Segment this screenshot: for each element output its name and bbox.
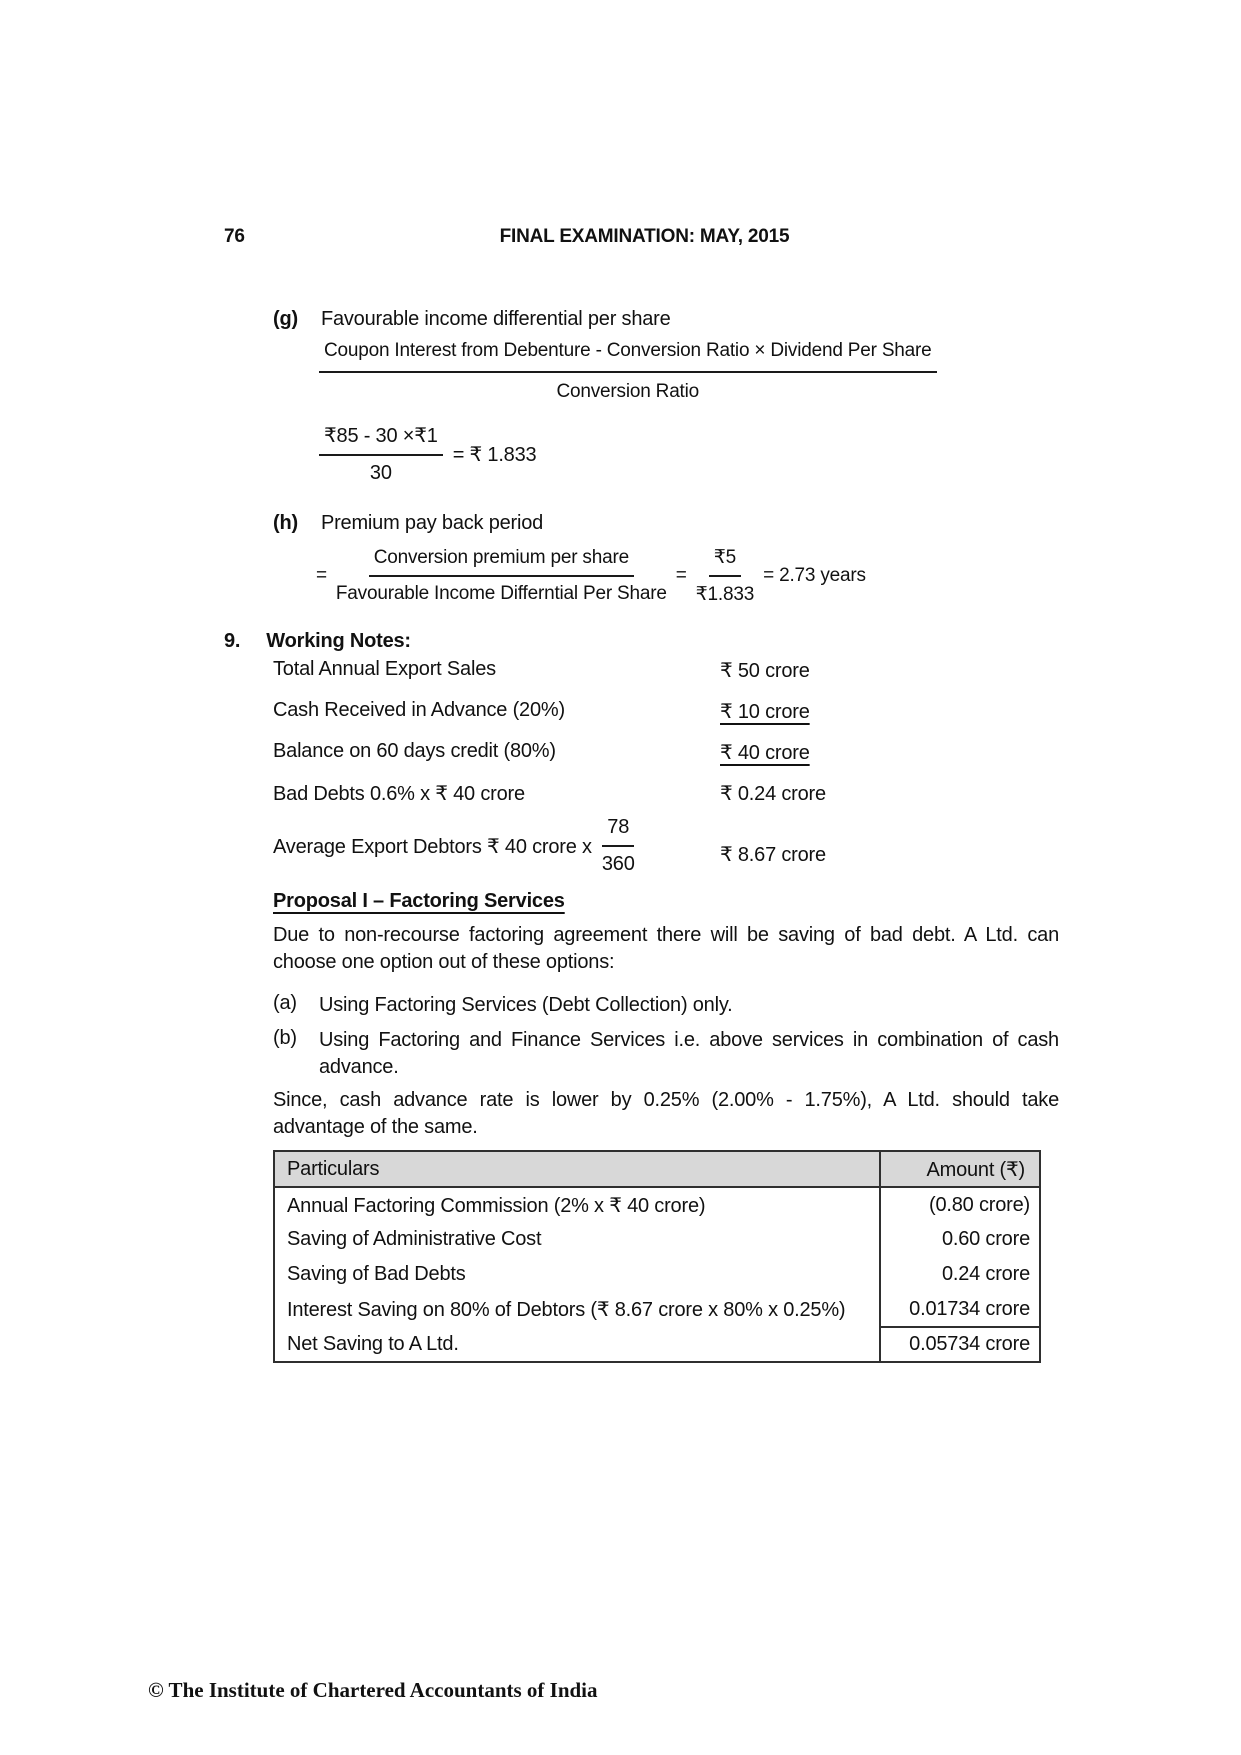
days-fraction <box>602 816 635 876</box>
formula-fraction <box>319 340 937 403</box>
average-export-debtors-label: Average Export Debtors ₹ 40 crore x <box>273 835 592 858</box>
item-h <box>273 512 543 535</box>
item-h-formula <box>316 546 866 606</box>
table-row-net-saving <box>274 1327 1040 1362</box>
column-header-amount: Amount (₹) <box>880 1151 1040 1187</box>
paragraph-line: Since, cash advance rate is lower by 0.25% (2.00% - 1.75%), A Ltd. should take <box>273 1089 1059 1111</box>
table-row <box>274 1292 1040 1327</box>
proposal-heading: Proposal I – Factoring Services <box>273 890 565 912</box>
item-g-title: Favourable income differential per share <box>320 308 671 330</box>
value-fraction-numerator: ₹5 <box>709 546 741 577</box>
savings-table-grid <box>273 1150 1041 1363</box>
amount-cell: 0.01734 crore <box>880 1292 1040 1327</box>
option-b-label: (b) <box>273 1027 297 1049</box>
copyright-footer: © The Institute of Chartered Accountants of India <box>148 1678 598 1702</box>
particulars-cell: Annual Factoring Commission (2% x ₹ 40 crore) <box>287 1194 706 1217</box>
amount-cell: 0.60 crore <box>880 1222 1040 1257</box>
proposal-paragraph-1 <box>273 922 1059 976</box>
paragraph-line: Using Factoring and Finance Services i.e. above services in combination of cash <box>319 1029 1059 1051</box>
formula-denominator: Conversion Ratio <box>556 381 700 402</box>
option-a-label: (a) <box>273 992 297 1014</box>
particulars-cell: Saving of Bad Debts <box>287 1263 466 1285</box>
table-row <box>274 1187 1040 1222</box>
formula-numerator: Coupon Interest from Debenture - Conversion Ratio × Dividend Per Share <box>319 340 937 373</box>
premium-fraction-numerator: Conversion premium per share <box>369 547 634 577</box>
note-row-value: ₹ 10 crore <box>720 701 810 723</box>
amount-cell: (0.80 crore) <box>880 1187 1040 1222</box>
value-fraction-denominator: ₹1.833 <box>695 584 755 605</box>
column-header-particulars: Particulars <box>274 1151 880 1187</box>
item-h-title: Premium pay back period <box>320 512 544 534</box>
paragraph-line: choose one option out of these options: <box>273 951 615 973</box>
particulars-cell: Net Saving to A Ltd. <box>287 1332 459 1355</box>
page-number: 76 <box>224 226 245 247</box>
premium-payback-result: = 2.73 years <box>763 565 866 586</box>
item-g-formula <box>319 340 937 403</box>
amount-cell: 0.05734 crore <box>880 1327 1040 1362</box>
particulars-cell: Interest Saving on 80% of Debtors (₹ 8.67 crore x 80% x 0.25%) <box>287 1299 846 1321</box>
calc-fraction <box>319 423 443 485</box>
savings-table <box>273 1150 1041 1363</box>
amount-cell: 0.24 crore <box>880 1257 1040 1292</box>
premium-fraction-denominator: Favourable Income Differntial Per Share <box>335 583 667 604</box>
proposal-paragraph-2 <box>273 1087 1059 1141</box>
option-a-text: Using Factoring Services (Debt Collection) only. <box>319 994 733 1016</box>
average-export-debtors-row <box>273 816 635 876</box>
paragraph-line: advance. <box>319 1056 399 1078</box>
option-b <box>273 1027 1059 1078</box>
working-notes-number: 9. <box>224 630 241 652</box>
working-notes-heading <box>224 630 411 653</box>
days-fraction-numerator: 78 <box>602 816 634 847</box>
option-a <box>273 992 733 1016</box>
working-notes-title: Working Notes: <box>266 630 411 652</box>
average-export-debtors-value: ₹ 8.67 crore <box>720 844 826 866</box>
calc-numerator: ₹85 - 30 ×₹1 <box>319 423 443 456</box>
paragraph-line: advantage of the same. <box>273 1116 478 1138</box>
item-h-label: (h) <box>273 512 298 534</box>
table-header-row <box>274 1151 1040 1187</box>
premium-fraction <box>336 547 667 605</box>
note-row-value: ₹ 0.24 crore <box>720 783 826 805</box>
note-row-label: Balance on 60 days credit (80%) <box>273 740 556 762</box>
page-header-title: FINAL EXAMINATION: MAY, 2015 <box>499 226 790 247</box>
note-row-label: Cash Received in Advance (20%) <box>273 699 565 721</box>
days-fraction-denominator: 360 <box>601 853 635 875</box>
note-row-label: Total Annual Export Sales <box>273 658 496 680</box>
item-g-calculation <box>319 423 536 485</box>
note-row-value: ₹ 50 crore <box>720 660 810 682</box>
option-b-text <box>319 1027 1059 1081</box>
note-row-label: Bad Debts 0.6% x ₹ 40 crore <box>273 783 525 805</box>
item-g-label: (g) <box>273 308 298 330</box>
calc-result: = ₹ 1.833 <box>452 443 537 466</box>
equals-sign: = <box>316 565 327 586</box>
value-fraction <box>696 546 754 606</box>
particulars-cell: Saving of Administrative Cost <box>287 1228 542 1250</box>
item-g <box>273 308 671 331</box>
table-row <box>274 1257 1040 1292</box>
equals-sign: = <box>675 565 687 586</box>
table-row <box>274 1222 1040 1257</box>
paragraph-line: Due to non-recourse factoring agreement there will be saving of bad debt. A Ltd. can <box>273 924 1059 946</box>
note-row-value: ₹ 40 crore <box>720 742 810 764</box>
calc-denominator: 30 <box>369 462 392 484</box>
